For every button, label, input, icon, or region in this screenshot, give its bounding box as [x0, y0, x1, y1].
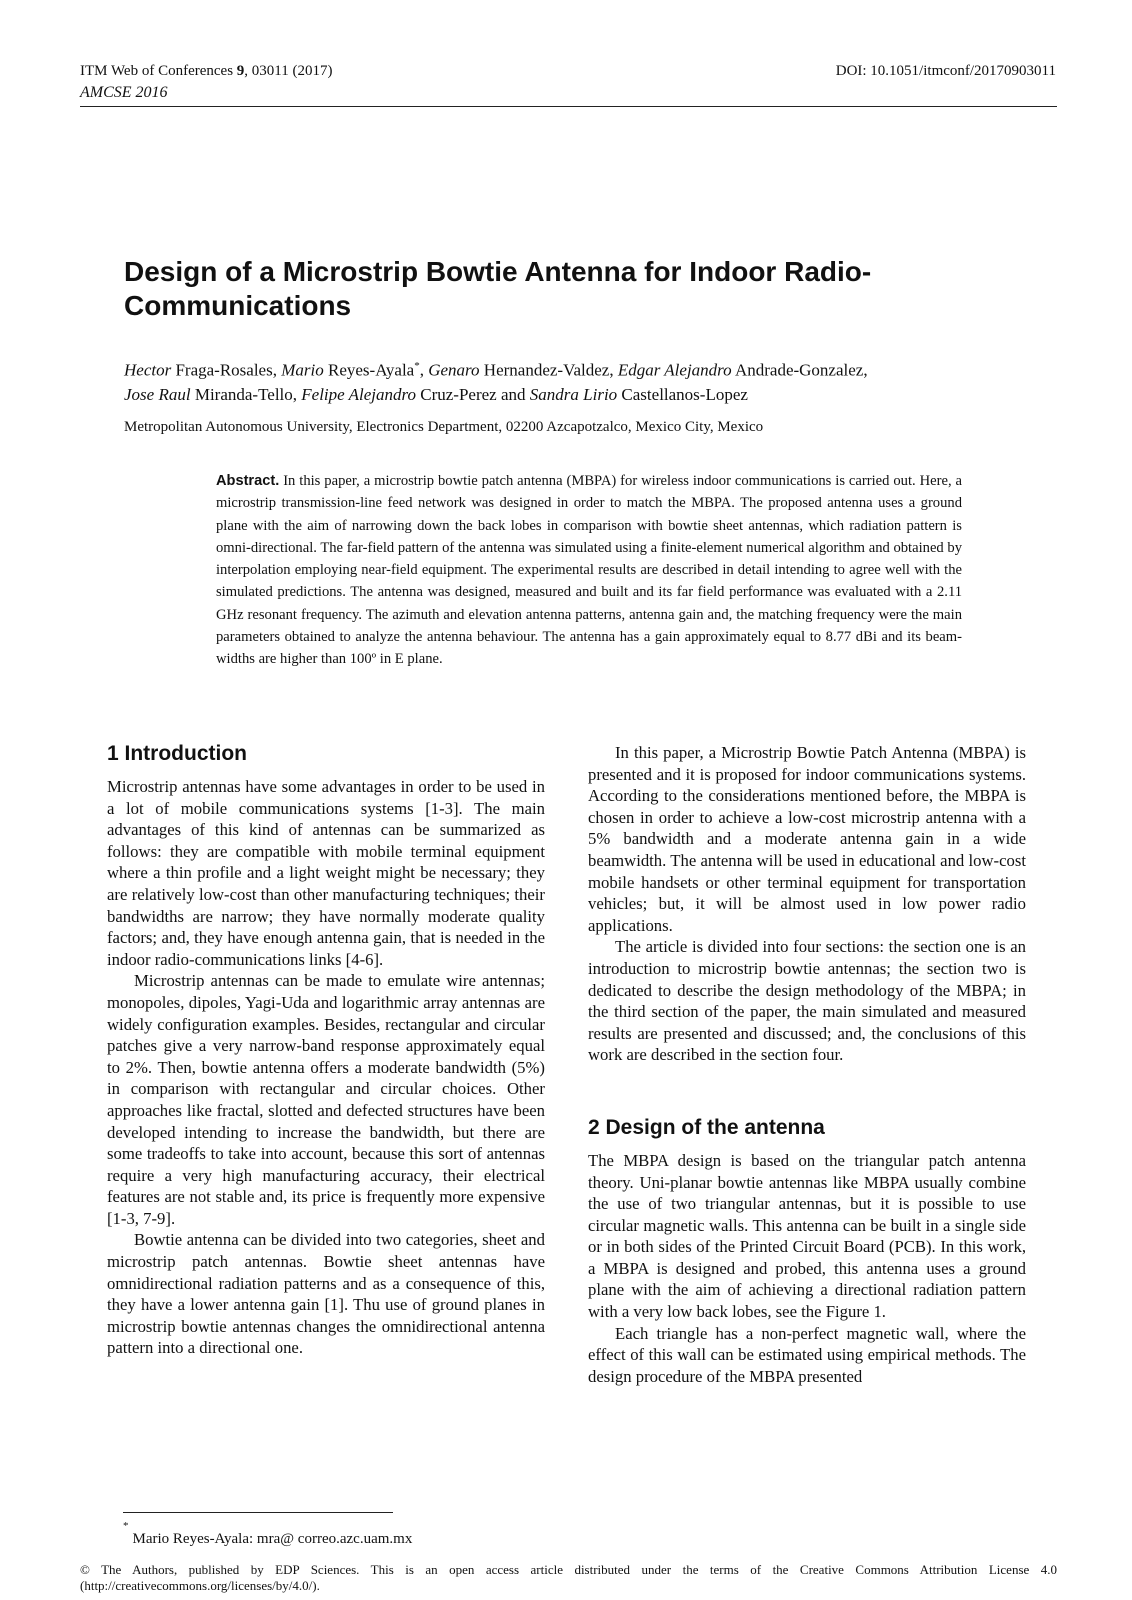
- section-heading-introduction: 1 Introduction: [107, 742, 247, 765]
- license-notice: © The Authors, published by EDP Sciences. This is an open access article distributed under the terms of the Creative Commons Attribution License 4.0 (http://creativecommons.org/licenses/by/4.0/).: [80, 1562, 1057, 1593]
- author-family-name: Andrade-Gonzalez,: [731, 360, 868, 380]
- doi: DOI: 10.1051/itmconf/20170903011: [835, 63, 1056, 79]
- footnote: [123, 1516, 413, 1547]
- header-rule: [80, 106, 1057, 107]
- author-family-name: Fraga-Rosales,: [171, 360, 282, 380]
- paragraph: Microstrip antennas have some advantages in order to be used in a lot of mobile communications systems [1-3]. The main advantages of this kind of antennas can be summarized as follows: they are compatible with mobile terminal equipment where a thin profile and a light weight might be necessary; they are relatively low-cost than other manufacturing techniques; their bandwidths are narrow; they have normally moderate quality factors; and, they have enough antenna gain, that is needed in the indoor radio-communications links [4-6].: [107, 777, 545, 969]
- author-given-name: Jose Raul: [124, 384, 191, 404]
- author-given-name: Mario: [281, 360, 324, 380]
- paragraph: Each triangle has a non-perfect magnetic wall, where the effect of this wall can be estimated using empirical methods. The design procedure of the MBPA presented: [588, 1323, 1026, 1386]
- author-family-name: Hernandez-Valdez,: [479, 360, 618, 380]
- author-separator: ,: [419, 360, 429, 380]
- paper-title: Design of a Microstrip Bowtie Antenna for Indoor Radio-Communications: [124, 256, 872, 321]
- journal-name: ITM Web of Conferences: [80, 63, 234, 79]
- author-given-name: Sandra Lirio: [529, 384, 618, 404]
- journal-volume: 9: [236, 63, 245, 79]
- conference-name: AMCSE 2016: [80, 84, 168, 101]
- right-column: [588, 742, 1026, 1387]
- footnote-mark: *: [123, 1520, 129, 1532]
- corresponding-author-mark: *: [414, 360, 420, 372]
- author-family-name: Miranda-Tello,: [190, 384, 302, 404]
- author-given-name: Genaro: [428, 360, 480, 380]
- abstract-label: Abstract.: [216, 473, 280, 489]
- author-family-name: Reyes-Ayala: [323, 360, 415, 380]
- abstract: [216, 470, 962, 671]
- left-column: [107, 740, 545, 1359]
- author-family-name: Cruz-Perez and: [416, 384, 530, 404]
- author-given-name: Felipe Alejandro: [301, 384, 417, 404]
- author-given-name: Edgar Alejandro: [617, 360, 732, 380]
- paragraph: The article is divided into four sections: the section one is an introduction to microstrip bowtie antennas; the section two is dedicated to describe the design methodology of the MBPA; in the third section of the paper, the main simulated and measured results are presented and discussed; and, the conclusions of this work are described in the section four.: [588, 937, 1026, 1065]
- running-header-left: [80, 60, 332, 104]
- article-number: , 03011 (2017): [244, 63, 333, 79]
- journal-citation: [80, 60, 332, 82]
- author-family-name: Castellanos-Lopez: [617, 384, 748, 404]
- paragraph: Bowtie antenna can be divided into two categories, sheet and microstrip patch antennas. Bowtie sheet antennas have omnidirectional radiation patterns and as a consequence of this, they have a lower antenna gain [1]. Thu use of ground planes in microstrip bowtie antennas changes the omnidirectional antenna pattern into a directional one.: [107, 1230, 545, 1358]
- author-given-name: Hector: [124, 360, 172, 380]
- footnote-rule: [123, 1512, 393, 1513]
- paragraph: Microstrip antennas can be made to emulate wire antennas; monopoles, dipoles, Yagi-Uda and logarithmic array antennas are widely configuration examples. Besides, rectangular and circular patches give a very narrow-band response approximately equal to 2%. Then, bowtie antenna offers a moderate bandwidth (5%) in comparison with rectangular and circular choices. Other approaches like fractal, slotted and defected structures have been developed intending to increase the bandwidth, but there are some tradeoffs to take into account, because this sort of antennas require a very high manufacturing accuracy, their electrical features are not stable and, its price is frequently more expensive [1-3, 7-9].: [107, 971, 545, 1228]
- footnote-text: Mario Reyes-Ayala: mra@ correo.azc.uam.mx: [132, 1531, 413, 1547]
- paragraph: The MBPA design is based on the triangular patch antenna theory. Uni-planar bowtie antennas like MBPA usually combine the use of two triangular antennas, but it is possible to use circular magnetic walls. This antenna can be built in a single side or in both sides of the Printed Circuit Board (PCB). In this work, a MBPA is designed and probed, this antenna uses a ground plane with the aim of achieving a directional radiation pattern with a very low back lobes, see the Figure 1.: [588, 1150, 1026, 1322]
- paragraph: In this paper, a Microstrip Bowtie Patch Antenna (MBPA) is presented and it is proposed for indoor communications systems. According to the considerations mentioned before, the MBPA is chosen in order to achieve a low-cost microstrip antenna with a 5% bandwidth and a moderate antenna gain in a wide beamwidth. The antenna will be used in educational and low-cost mobile handsets or other terminal equipment for transportation vehicles; but, it will be almost used in low power radio applications.: [588, 743, 1026, 935]
- section-heading-design: 2 Design of the antenna: [588, 1115, 825, 1139]
- section-spacer: [588, 1066, 1026, 1114]
- affiliation: Metropolitan Autonomous University, Electronics Department, 02200 Azcapotzalco, Mexico City, Mexico: [124, 419, 764, 435]
- abstract-text: In this paper, a microstrip bowtie patch antenna (MBPA) for wireless indoor communications is carried out. Here, a microstrip transmission-line feed network was designed in order to match the MBPA. The proposed antenna uses a ground plane with the aim of narrowing down the back lobes in comparison with bowtie sheet antennas, which radiation pattern is omni-directional. The far-field pattern of the antenna was simulated using a finite-element numerical algorithm and obtained by interpolation employing near-field equipment. The experimental results are described in detail intending to agree well with the simulated predictions. The antenna was designed, measured and built and its far field performance was evaluated with a 2.11 GHz resonant frequency. The azimuth and elevation antenna patterns, antenna gain and, the matching frequency were the main parameters obtained to analyze the antenna behaviour. The antenna has a gain approximately equal to 8.77 dBi and its beam-widths are higher than 100º in E plane.: [216, 473, 962, 668]
- author-list: [124, 354, 1004, 407]
